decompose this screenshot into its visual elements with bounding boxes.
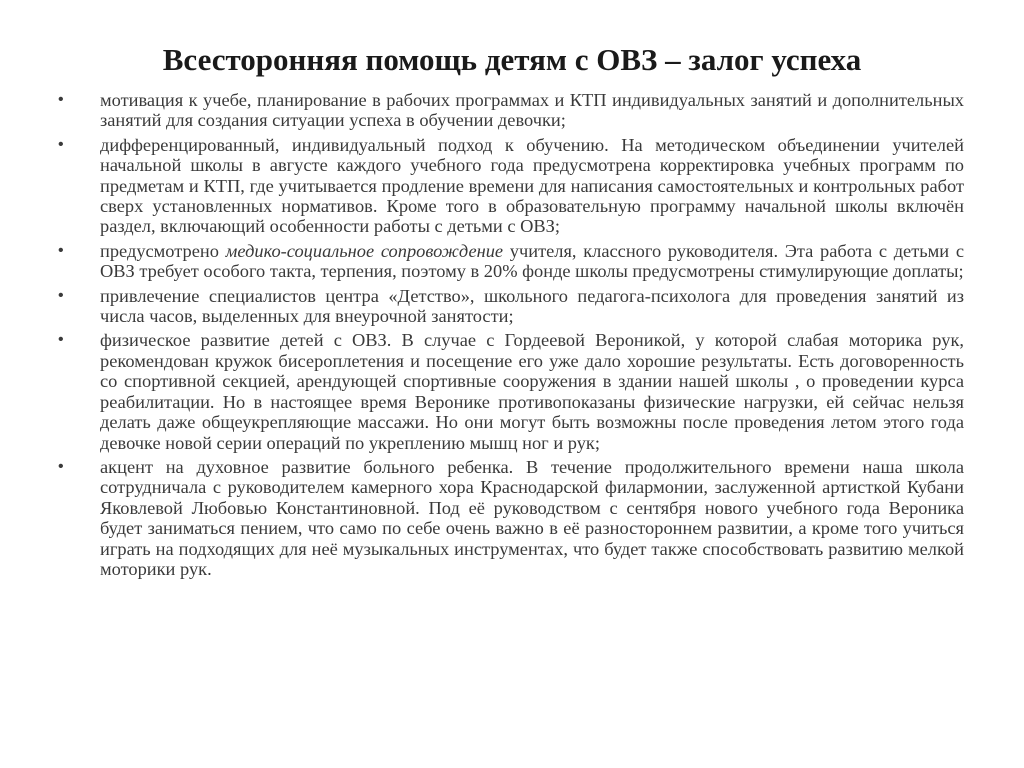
- bullet-dot-icon: •: [58, 286, 64, 304]
- bullet-text: [100, 241, 964, 282]
- bullet-dot-icon: •: [58, 331, 64, 349]
- slide-title: Всесторонняя помощь детям с ОВЗ – залог успеха: [162, 42, 862, 77]
- bullet-item-physical-development: [58, 330, 964, 452]
- bullet-item-medical-support: [58, 241, 964, 282]
- bullet-text-start: предусмотрено: [100, 240, 226, 261]
- bullet-text-end: учителя, классного руководителя. Эта работа с детьми с ОВЗ требует особого такта, терпения, поэтому в 20% фонде школы предусмотрены стимулирующие доплаты;: [100, 240, 964, 282]
- bullet-dot-icon: •: [58, 91, 64, 108]
- bullet-item-spiritual-development: [58, 457, 964, 579]
- bullet-dot-icon: •: [58, 457, 64, 475]
- bullet-item-motivation: [58, 90, 964, 131]
- bullet-dot-icon: •: [58, 241, 64, 259]
- bullet-text: привлечение специалистов центра «Детство», школьного педагога-психолога для проведения занятий из числа часов, выделенных для внеурочной занятости;: [100, 285, 964, 327]
- bullet-text: физическое развитие детей с ОВЗ. В случае с Гордеевой Вероникой, у которой слабая моторика рук, рекомендован кружок бисероплетения и посещение его уже дало хорошие результаты. Есть договоренность со спортивной секцией, арендующей спортивные сооружения в здании нашей школы , о проведении курса реабилитации. Но в настоящее время Веронике противопоказаны физические нагрузки, ей сейчас нельзя делать даже общеукрепляющие массажи. Но они могут быть возможны после проведения летом этого года девочке новой серии операций по укреплению мышц ног и рук;: [100, 330, 964, 453]
- bullet-dot-icon: •: [58, 135, 64, 153]
- bullet-item-specialists: [58, 286, 964, 327]
- bullet-text-italic: медико-социальное сопровождение: [225, 240, 504, 261]
- bullet-text: акцент на духовное развитие больного ребенка. В течение продолжительного времени наша школа сотрудничала с руководителем камерного хора Краснодарской филармонии, заслуженной артисткой Кубани Яковлевой Любовью Константиновной. Под её руководством с сентября нового учебного года Вероника будет заниматься пением, что само по себе очень важно в её разностороннем развитии, а кроме того учиться играть на подходящих для неё музыкальных инструментах, что будет также способствовать развитию мелкой моторики рук.: [100, 456, 964, 579]
- bullet-text: дифференцированный, индивидуальный подход к обучению. На методическом объединении учителей начальной школы в августе каждого учебного года предусмотрена корректировка учебных программ по предметам и КТП, где учитывается продление времени для написания самостоятельных и контрольных работ сверх установленных нормативов. Кроме того в образовательную программу начальной школы включён раздел, включающий особенности работы с детьми с ОВЗ;: [100, 134, 964, 237]
- bullet-item-differentiated-approach: [58, 135, 964, 237]
- bullet-list: [58, 90, 964, 583]
- bullet-text: мотивация к учебе, планирование в рабочих программах и КТП индивидуальных занятий и дополнительных занятий для создания ситуации успеха в обучении девочки;: [100, 90, 964, 131]
